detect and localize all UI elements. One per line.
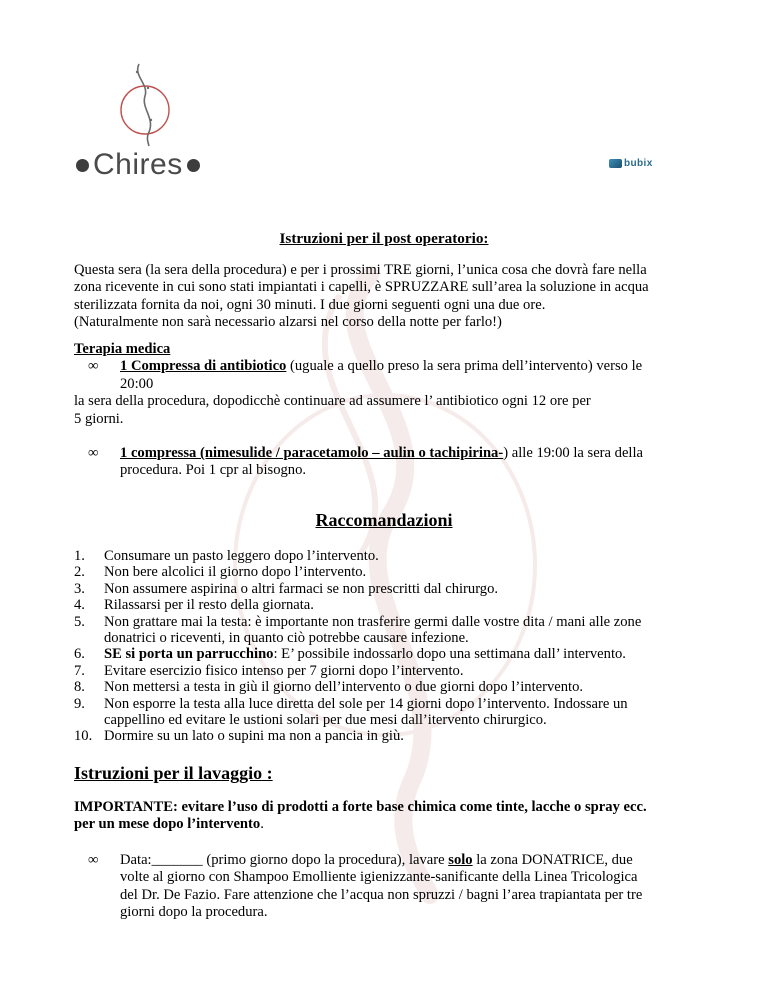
bubix-brand-text: bubix xyxy=(624,158,653,169)
antibiotic-duration: 5 giorni. xyxy=(74,410,124,427)
therapy-heading: Terapia medica xyxy=(74,341,171,357)
important-line: per un mese dopo l’intervento. xyxy=(74,816,264,833)
list-item: 1. Consumare un pasto leggero dopo l’intervento. xyxy=(74,548,379,564)
list-item: 6. SE si porta un parrucchino: E’ possibile indossarlo dopo una settimana dall’ intervento. xyxy=(74,646,626,663)
important-line: IMPORTANTE: evitare l’uso di prodotti a forte base chimica come tinte, lacche o spray ecc. xyxy=(74,799,647,815)
infinity-bullet-icon: ∞ xyxy=(88,852,99,868)
antibiotic-continue: la sera della procedura, dopodicchè continuare ad assumere l’ antibiotico ogni 12 ore per xyxy=(74,393,591,410)
bubix-logo xyxy=(609,158,653,169)
therapy-item-painkiller xyxy=(74,445,699,480)
recommendations-list xyxy=(74,548,699,745)
list-item: 9. Non esporre la testa alla luce diretta del sole per 14 giorni dopo l’intervento. Indossare un cappellino ed evitare le ustioni solari per due mesi dall’itervento chirurgico. xyxy=(74,695,628,729)
logo-dot-right xyxy=(187,159,200,172)
list-item: 8. Non mettersi a testa in giù il giorno dell’intervento o due giorni dopo l’intervento. xyxy=(74,679,584,696)
list-item: 4. Rilassarsi per il resto della giornata. xyxy=(74,597,314,614)
antibiotic-text: (uguale a quello preso la sera prima dell’intervento) verso le xyxy=(286,358,643,375)
logo-dot-left xyxy=(76,159,89,172)
bubix-cube-icon xyxy=(609,159,622,168)
infinity-bullet-icon: ∞ xyxy=(88,358,99,375)
washing-important xyxy=(74,799,699,834)
chires-logo xyxy=(72,62,222,182)
therapy-section xyxy=(74,341,699,480)
list-item: 7. Evitare esercizio fisico intenso per 7 giorni dopo l’intervento. xyxy=(74,662,464,679)
therapy-item-antibiotic xyxy=(74,358,699,393)
painkiller-label: 1 compressa (nimesulide / paracetamolo – aulin o tachipirina- xyxy=(120,445,504,462)
washing-item: ∞ Data:_______ (primo giorno dopo la procedura), lavare solo la zona DONATRICE, due volte al giorno con Shampoo Emolliente igienizzante-sanificante della Linea Tricologica del Dr. De Fazio. Fare attenzione che l’acqua non spruzzi / bagni l’area trapiantata per tre giorni dopo la procedura. xyxy=(88,852,643,921)
antibiotic-label: 1 Compressa di antibiotico xyxy=(120,358,287,375)
intro-line: zona ricevente in cui sono stati impiantati i capelli, è SPRUZZARE sull’area la soluzione in acqua xyxy=(74,279,649,296)
post-op-title: Istruzioni per il post operatorio: xyxy=(279,230,489,247)
intro-line: sterilizzata fornita da noi, ogni 30 minuti. I due giorni seguenti ogni una due ore. xyxy=(74,296,546,313)
list-item: 3. Non assumere aspirina o altri farmaci se non prescritti dal chirurgo. xyxy=(74,580,499,597)
recommendations-title: Raccomandazioni xyxy=(315,510,453,530)
list-item: 5. Non grattare mai la testa: è importante non trasferire germi dalle vostre dita / mani alle zone donatrici o riceventi, in quanto ciò potrebbe causare infezione. xyxy=(74,613,642,647)
painkiller-text-line2: procedura. Poi 1 cpr al bisogno. xyxy=(120,462,307,479)
intro-line: (Naturalmente non sarà necessario alzarsi nel corso della notte per farlo!) xyxy=(74,314,502,331)
post-op-intro xyxy=(74,262,699,332)
antibiotic-time: 20:00 xyxy=(120,375,154,392)
infinity-bullet-icon: ∞ xyxy=(88,445,99,462)
list-item: 2. Non bere alcolici il giorno dopo l’intervento. xyxy=(74,564,367,581)
intro-line: Questa sera (la sera della procedura) e per i prossimi TRE giorni, l’unica cosa che dovrà fare nella xyxy=(74,262,647,278)
spiral-hair-emblem-icon xyxy=(115,62,175,148)
washing-title: Istruzioni per il lavaggio : xyxy=(74,763,273,783)
list-item: 10. Dormire su un lato o supini ma non a pancia in giù. xyxy=(74,728,404,745)
painkiller-text: ) alle 19:00 la sera della xyxy=(503,445,644,462)
chires-brand-text: Chires xyxy=(93,148,183,181)
